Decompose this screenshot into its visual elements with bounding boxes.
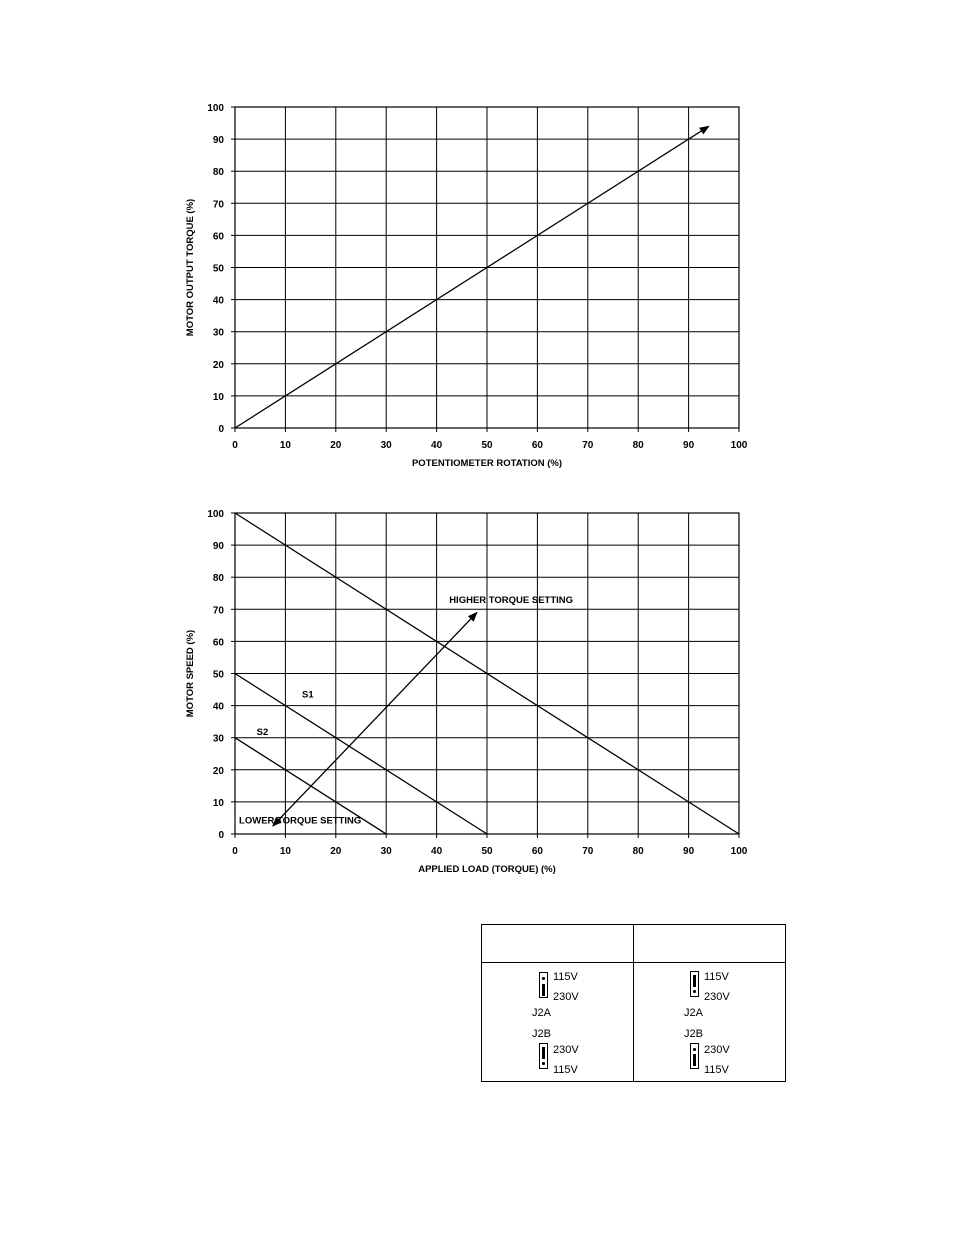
y-tick-label: 40 — [212, 295, 224, 307]
torque-vs-rotation-chart — [185, 103, 748, 469]
j2a-top-label: 115V — [553, 971, 578, 983]
x-tick-label: 50 — [481, 440, 493, 451]
jumper-j2b-icon — [539, 1043, 548, 1069]
x-tick-label: 60 — [531, 440, 543, 451]
j2b-name: J2B — [532, 1028, 551, 1040]
j2a-bottom-label: 230V — [704, 991, 730, 1003]
x-tick-label: 40 — [431, 440, 443, 451]
series-line-s1 — [235, 674, 487, 835]
x-tick-label: 20 — [330, 440, 342, 451]
x-tick-label: 30 — [380, 440, 392, 451]
j2b-bottom-label: 115V — [704, 1064, 729, 1076]
x-axis-label: APPLIED LOAD (TORQUE) (%) — [418, 864, 556, 875]
y-tick-label: 80 — [212, 167, 224, 179]
y-tick-label: 20 — [212, 765, 224, 777]
x-tick-label: 20 — [330, 846, 342, 857]
x-tick-label: 70 — [582, 440, 594, 451]
y-tick-label: 0 — [218, 830, 224, 841]
chart-annotation: HIGHER TORQUE SETTING — [449, 594, 574, 606]
x-tick-label: 60 — [531, 846, 543, 857]
x-tick-label: 10 — [279, 846, 291, 857]
y-tick-label: 20 — [212, 359, 224, 371]
y-tick-label: 100 — [207, 103, 224, 114]
y-tick-label: 10 — [212, 391, 224, 403]
j2a-name: J2A — [684, 1007, 703, 1019]
y-tick-label: 50 — [212, 263, 224, 275]
x-tick-label: 80 — [632, 846, 644, 857]
j2b-top-label: 230V — [553, 1044, 579, 1056]
y-tick-label: 30 — [212, 327, 224, 339]
j2a-name: J2A — [532, 1007, 551, 1019]
jumper-j2b-icon — [690, 1043, 699, 1069]
x-tick-label: 80 — [632, 440, 644, 451]
j2b-bottom-label: 115V — [553, 1064, 578, 1076]
chart-annotation: LOWER TORQUE SETTING — [239, 815, 362, 827]
x-tick-label: 50 — [481, 846, 493, 857]
y-tick-label: 70 — [212, 605, 224, 617]
chart-annotation: S1 — [302, 689, 314, 701]
j2b-name: J2B — [684, 1028, 703, 1040]
x-tick-label: 90 — [683, 440, 695, 451]
y-tick-label: 60 — [212, 637, 224, 649]
x-tick-label: 100 — [730, 846, 748, 857]
y-tick-label: 0 — [218, 424, 224, 435]
x-tick-label: 0 — [232, 846, 238, 857]
series-line-3 — [273, 613, 477, 826]
x-tick-label: 10 — [279, 440, 291, 451]
y-tick-label: 10 — [212, 797, 224, 809]
jumper-column-1 — [482, 963, 633, 1081]
y-tick-label: 90 — [212, 135, 224, 147]
jumper-j2a-icon — [690, 971, 699, 997]
y-tick-label: 100 — [207, 509, 224, 520]
j2a-top-label: 115V — [704, 971, 729, 983]
y-axis-label: MOTOR SPEED (%) — [185, 629, 196, 718]
y-tick-label: 70 — [212, 199, 224, 211]
x-axis-label: POTENTIOMETER ROTATION (%) — [411, 458, 563, 469]
x-tick-label: 100 — [730, 440, 748, 451]
jumper-column-2 — [634, 963, 785, 1081]
y-tick-label: 90 — [212, 541, 224, 553]
j2b-top-label: 230V — [704, 1044, 730, 1056]
chart-annotation: S2 — [256, 727, 269, 739]
y-tick-label: 80 — [212, 573, 224, 585]
x-tick-label: 40 — [431, 846, 443, 857]
x-tick-label: 90 — [683, 846, 695, 857]
jumper-j2a-icon — [539, 972, 548, 998]
y-tick-label: 50 — [212, 669, 224, 681]
y-tick-label: 30 — [212, 733, 224, 745]
x-tick-label: 30 — [380, 846, 392, 857]
j2a-bottom-label: 230V — [553, 991, 579, 1003]
y-tick-label: 60 — [212, 231, 224, 243]
jumper-settings-table — [481, 924, 786, 1082]
x-tick-label: 0 — [232, 440, 238, 451]
y-axis-label: MOTOR OUTPUT TORQUE (%) — [185, 198, 196, 337]
y-tick-label: 40 — [212, 701, 224, 713]
speed-vs-load-chart — [185, 509, 748, 875]
x-tick-label: 70 — [582, 846, 594, 857]
